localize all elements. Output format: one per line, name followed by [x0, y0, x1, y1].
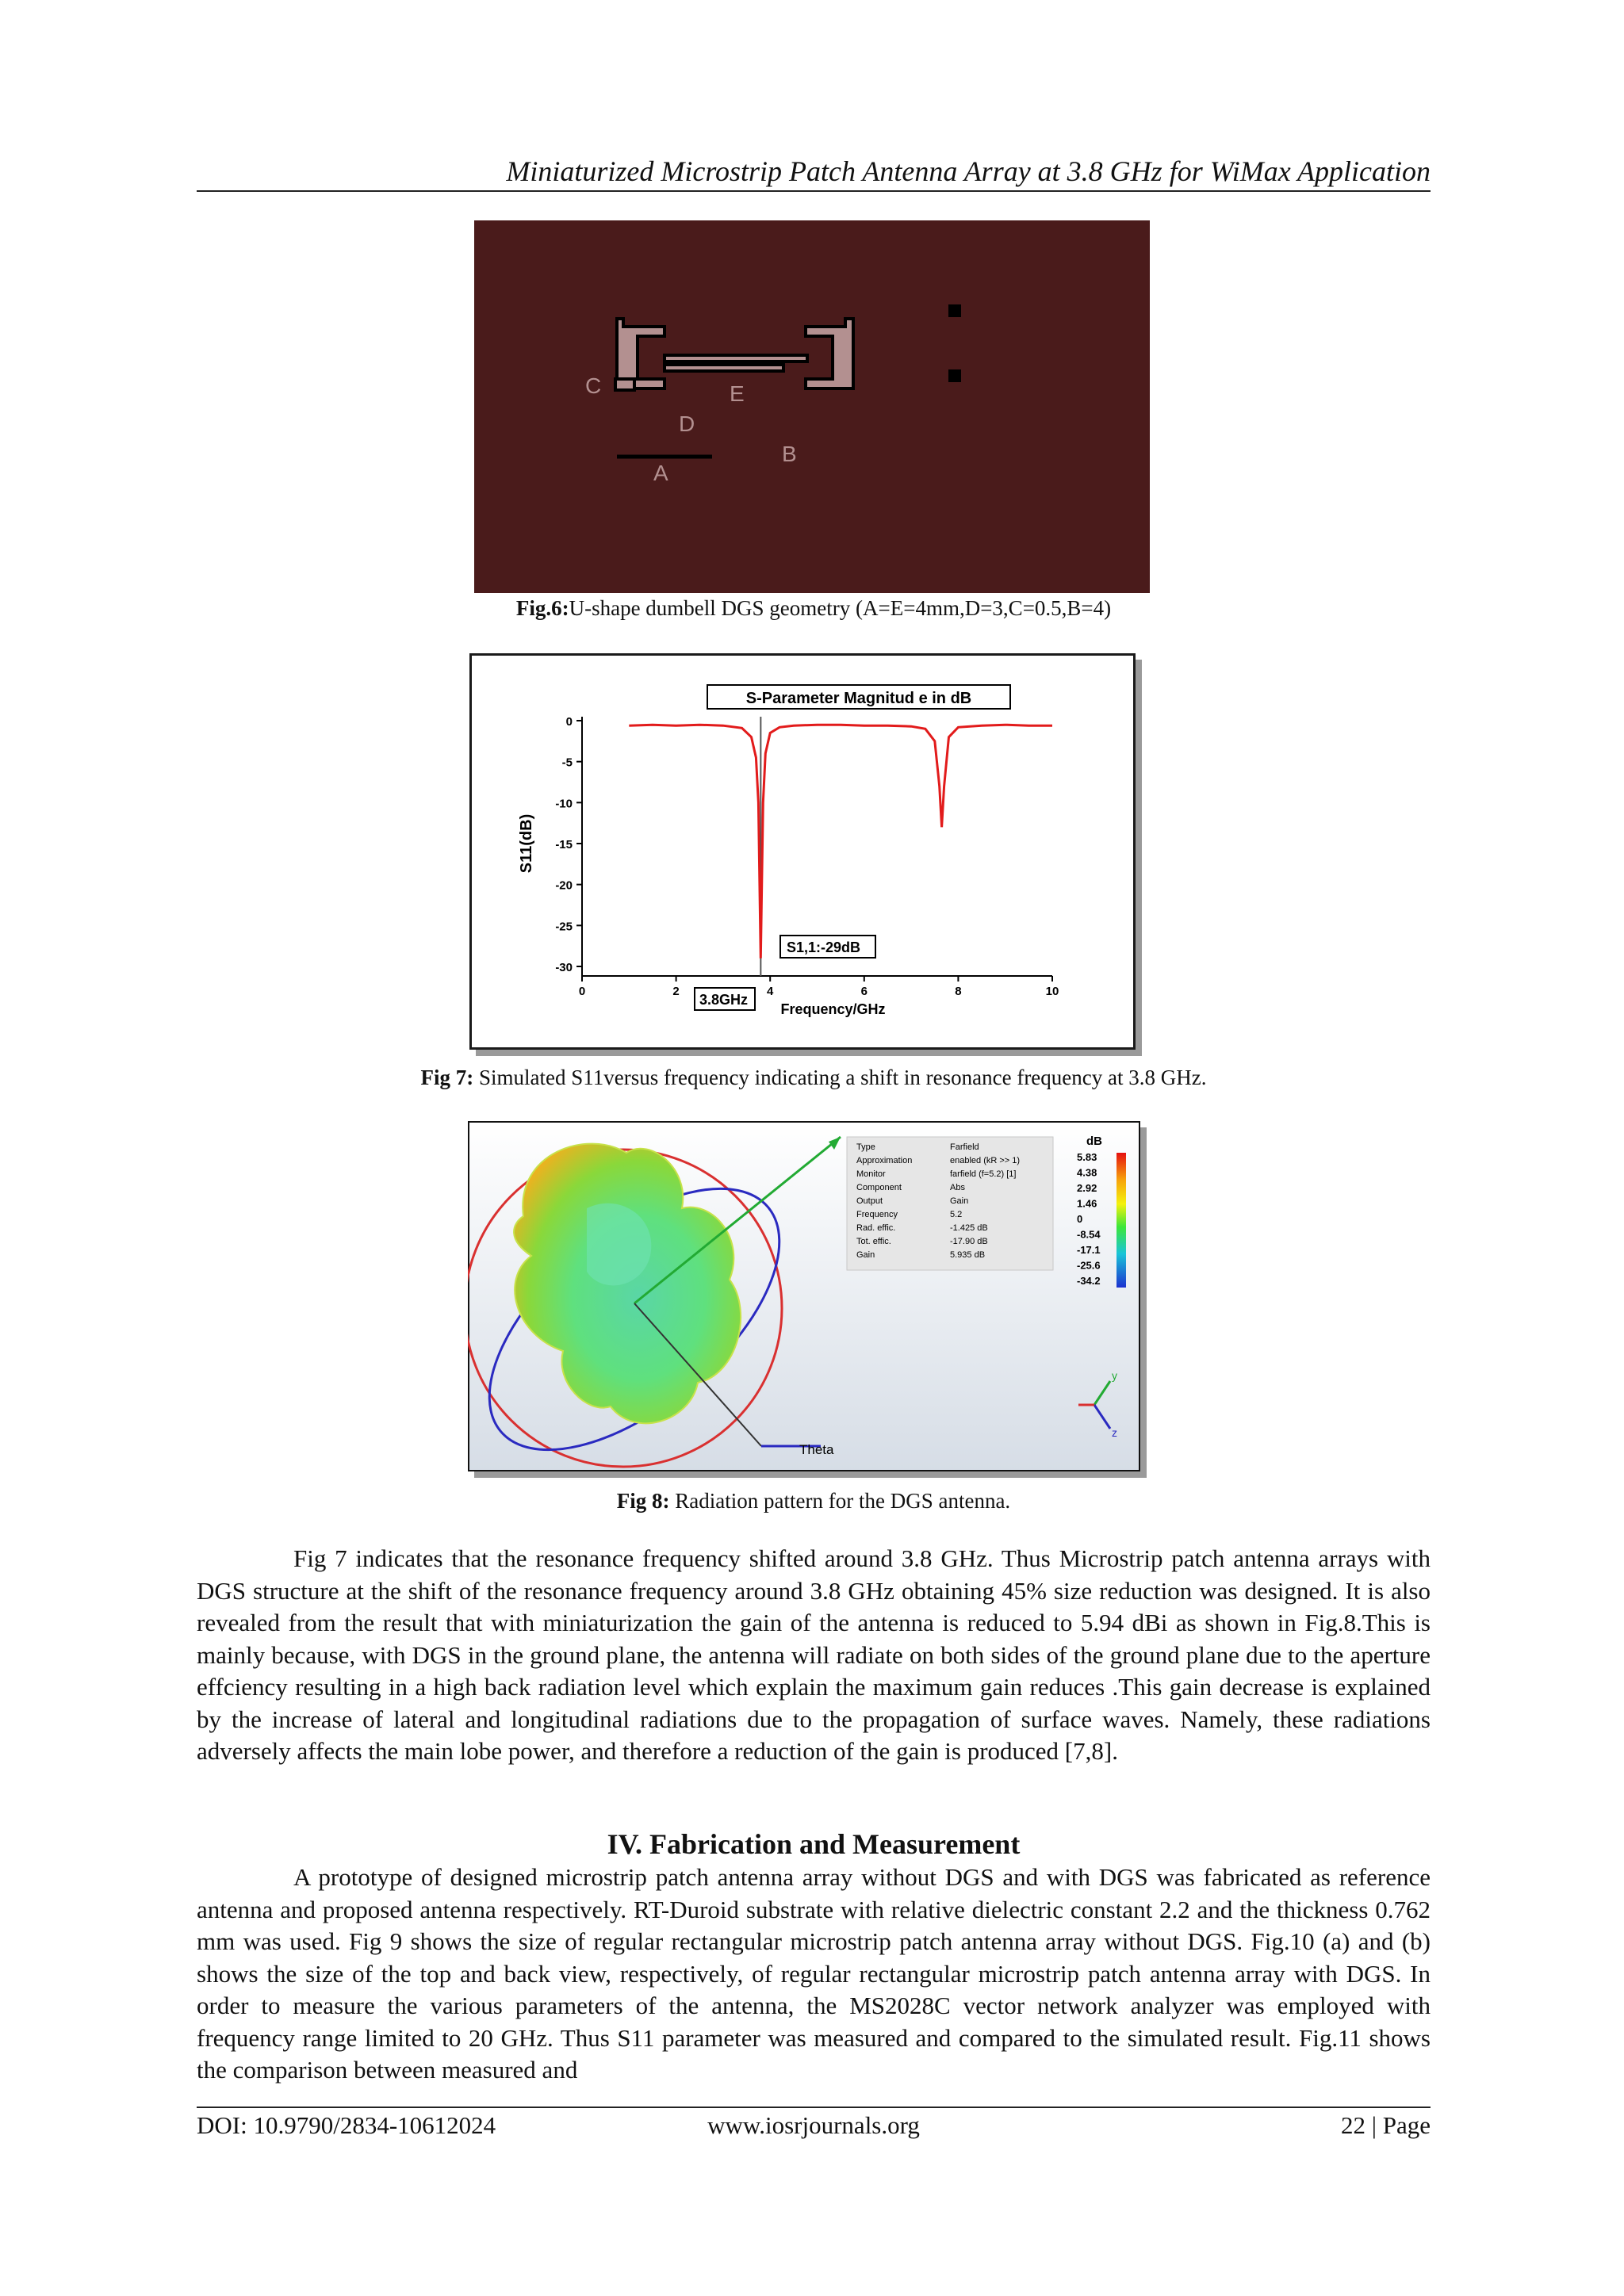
fig8-scale-value: -8.54: [1077, 1228, 1101, 1241]
fig8-scale-value: -34.2: [1077, 1275, 1101, 1287]
fig6-label-b: B: [782, 442, 797, 466]
fig7-freq-label: 3.8GHz: [699, 992, 749, 1008]
s11-series-line: [629, 725, 1052, 958]
fig7-x-tick-label: 4: [767, 985, 774, 998]
fig8-info-value: -17.90 dB: [950, 1237, 988, 1246]
fig7-x-tick-label: 6: [860, 985, 868, 998]
body-paragraph-1-text: Fig 7 indicates that the resonance frequency shifted around 3.8 GHz. Thus Microstrip patch antenna arrays with DGS structure at the shift of the resonance frequency around 3.8 GHz obtaining 45% size reduction was designed. It is also revealed from the result that with miniaturization the gain of the antenna is reduced to 5.94 dBi as shown in Fig.8.This is mainly because, with DGS in the ground plane, the antenna will radiate on both sides of the ground plane due to the aperture effciency resulting in a high back radiation level which explain the maximum gain reduces .This gain decrease is explained by the increase of lateral and longitudinal radiations due to the propagation of surface waves. Namely, these radiations adversely affects the main lobe power, and therefore a reduction of the gain is produced [7,8].: [197, 1544, 1431, 1765]
fig8-scale-value: -17.1: [1077, 1244, 1101, 1256]
fig8-scale-value: 4.38: [1077, 1166, 1097, 1179]
fig8-caption-label: Fig 8:: [616, 1489, 670, 1513]
fig6-caption-text: U-shape dumbell DGS geometry (A=E=4mm,D=3,C=0.5,B=4): [569, 596, 1112, 620]
body-paragraph-1: [197, 1543, 1431, 1768]
fig8-info-key: Approximation: [856, 1156, 913, 1165]
footer-rule: [197, 2107, 1431, 2108]
fig8-scale-unit: dB: [1086, 1135, 1102, 1148]
fig7-y-tick-label: -30: [555, 961, 573, 974]
fig7-x-tick-label: 0: [578, 985, 586, 998]
fig7-plot-title: S-Parameter Magnitud e in dB: [745, 690, 972, 707]
fig8-info-value: 5.935 dB: [950, 1250, 986, 1260]
fig8-caption: [197, 1489, 1431, 1513]
fig8-scale-value: 5.83: [1077, 1151, 1097, 1163]
fig8-triad-y-label: y: [1112, 1369, 1117, 1382]
fig7-y-axis-label: S11(dB): [518, 813, 535, 874]
fig8-info-value: Abs: [950, 1183, 965, 1192]
fig6-label-a: A: [653, 461, 668, 485]
fig7-caption-label: Fig 7:: [420, 1066, 474, 1089]
fig7-x-axis-label: Frequency/GHz: [780, 1001, 886, 1017]
fig8-scale-value: 0: [1077, 1213, 1083, 1225]
fig6-label-e: E: [730, 381, 745, 406]
fig6-caption-label: Fig.6:: [515, 596, 569, 620]
fig8-info-key: Rad. effic.: [856, 1223, 896, 1233]
fig8-info-key: Component: [856, 1183, 902, 1192]
fig8-info-value: Gain: [950, 1196, 969, 1206]
fig8-color-scale-bar: [1116, 1153, 1126, 1288]
fig8-caption-text: Radiation pattern for the DGS antenna.: [675, 1489, 1011, 1513]
fig7-x-tick-label: 8: [955, 985, 962, 998]
fig7-y-tick-label: -20: [555, 878, 573, 893]
fig7-y-tick-label: 0: [565, 715, 573, 729]
fig6-caption: [197, 596, 1431, 621]
fig7-caption-text: Simulated S11versus frequency indicating a shift in resonance frequency at 3.8 GHz.: [479, 1066, 1207, 1089]
fig8-info-key: Monitor: [856, 1169, 886, 1179]
section-heading: IV. Fabrication and Measurement: [607, 1828, 1021, 1860]
fig7-y-tick-label: -10: [555, 797, 573, 811]
fig8-radiation-pattern: [468, 1121, 1140, 1471]
fig8-info-key: Frequency: [856, 1210, 898, 1219]
footer-page-number: 22 | Page: [1341, 2111, 1431, 2139]
footer-website: www.iosrjournals.org: [707, 2111, 920, 2139]
fig8-info-value: farfield (f=5.2) [1]: [950, 1169, 1017, 1179]
fig8-scale-value: 2.92: [1077, 1182, 1097, 1194]
fig7-y-tick-label: -15: [555, 838, 573, 851]
fig8-info-key: Output: [856, 1196, 883, 1206]
header-rule: [197, 190, 1431, 192]
fig6-label-c: C: [585, 373, 602, 398]
fig8-info-value: -1.425 dB: [950, 1223, 988, 1233]
footer-doi: DOI: 10.9790/2834-10612024: [197, 2111, 496, 2139]
fig7-s11-chart: [469, 653, 1136, 1050]
fig7-x-tick-label: 10: [1045, 985, 1059, 998]
fig6-label-d: D: [679, 411, 695, 436]
fig6-substrate: [474, 220, 1150, 593]
fig8-scale-value: 1.46: [1077, 1197, 1097, 1210]
fig7-caption: [197, 1066, 1431, 1090]
body-paragraph-2: [197, 1862, 1431, 2087]
body-paragraph-2-text: A prototype of designed microstrip patch antenna array without DGS and with DGS was fabricated as reference antenna and proposed antenna respectively. RT-Duroid substrate with relative dielectric constant 2.2 and the thickness 0.762 mm was used. Fig 9 shows the size of regular rectangular microstrip patch antenna array without DGS. Fig.10 (a) and (b) shows the size of the top and back view, respectively, of regular rectangular microstrip patch antenna array with DGS. In order to measure the various parameters of the antenna, the MS2028C vector network analyzer was employed with frequency range limited to 20 GHz. Thus S11 parameter was measured and compared to the simulated result. Fig.11 shows the comparison between measured and: [197, 1863, 1431, 2084]
fig8-info-key: Type: [856, 1142, 875, 1152]
fig8-info-key: Gain: [856, 1250, 875, 1260]
fig7-marker-label: S1,1:-29dB: [787, 939, 861, 955]
fig8-scale-value: -25.6: [1077, 1259, 1101, 1272]
fig8-info-value: 5.2: [950, 1210, 963, 1219]
fig7-y-tick-label: -5: [561, 756, 573, 770]
running-header: Miniaturized Microstrip Patch Antenna Array at 3.8 GHz for WiMax Application: [506, 155, 1431, 187]
fig8-theta-label: Theta: [799, 1442, 834, 1457]
fig8-info-value: enabled (kR >> 1): [950, 1156, 1021, 1165]
fig8-info-key: Tot. effic.: [856, 1237, 891, 1246]
fig6-dgs-geometry: [474, 220, 1150, 593]
fig8-info-value: Farfield: [950, 1142, 979, 1152]
fig7-y-tick-label: -25: [555, 920, 573, 934]
fig8-triad-z-label: z: [1112, 1426, 1117, 1439]
fig7-x-tick-label: 2: [672, 985, 680, 998]
